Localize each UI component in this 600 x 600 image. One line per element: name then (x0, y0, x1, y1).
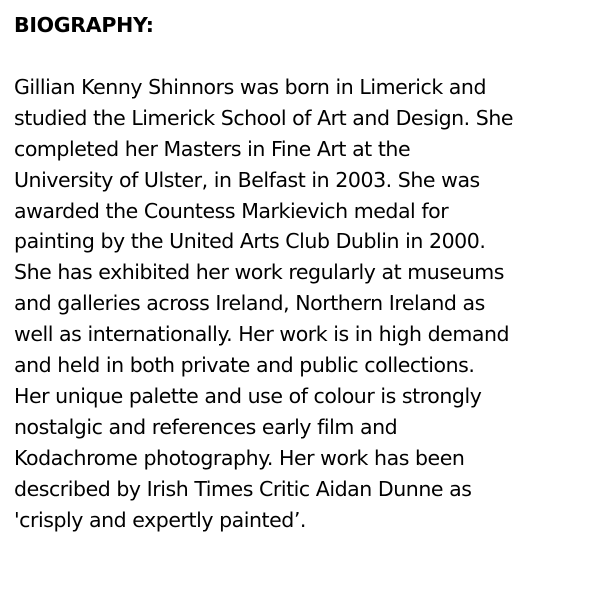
biography-heading: BIOGRAPHY: (14, 13, 154, 37)
biography-line: described by Irish Times Critic Aidan Dunne as (14, 476, 472, 501)
biography-line: 'crisply and expertly painted’. (14, 507, 306, 532)
biography-line: Gillian Kenny Shinnors was born in Limerick and (14, 74, 487, 99)
biography-line: studied the Limerick School of Art and Design. She (14, 105, 514, 130)
biography-line: Kodachrome photography. Her work has been (14, 445, 465, 470)
biography-line: well as internationally. Her work is in high demand (14, 322, 510, 347)
biography-line: painting by the United Arts Club Dublin in 2000. (14, 229, 486, 254)
biography-document (14, 10, 594, 536)
biography-line: University of Ulster, in Belfast in 2003. She was (14, 167, 480, 192)
biography-line: completed her Masters in Fine Art at the (14, 136, 411, 161)
biography-text (14, 72, 594, 536)
biography-line: awarded the Countess Markievich medal for (14, 198, 449, 223)
biography-line: She has exhibited her work regularly at museums (14, 260, 505, 285)
biography-line: and galleries across Ireland, Northern Ireland as (14, 291, 485, 316)
biography-line: Her unique palette and use of colour is strongly (14, 383, 482, 408)
biography-line: nostalgic and references early film and (14, 414, 398, 439)
biography-line: and held in both private and public collections. (14, 353, 475, 378)
